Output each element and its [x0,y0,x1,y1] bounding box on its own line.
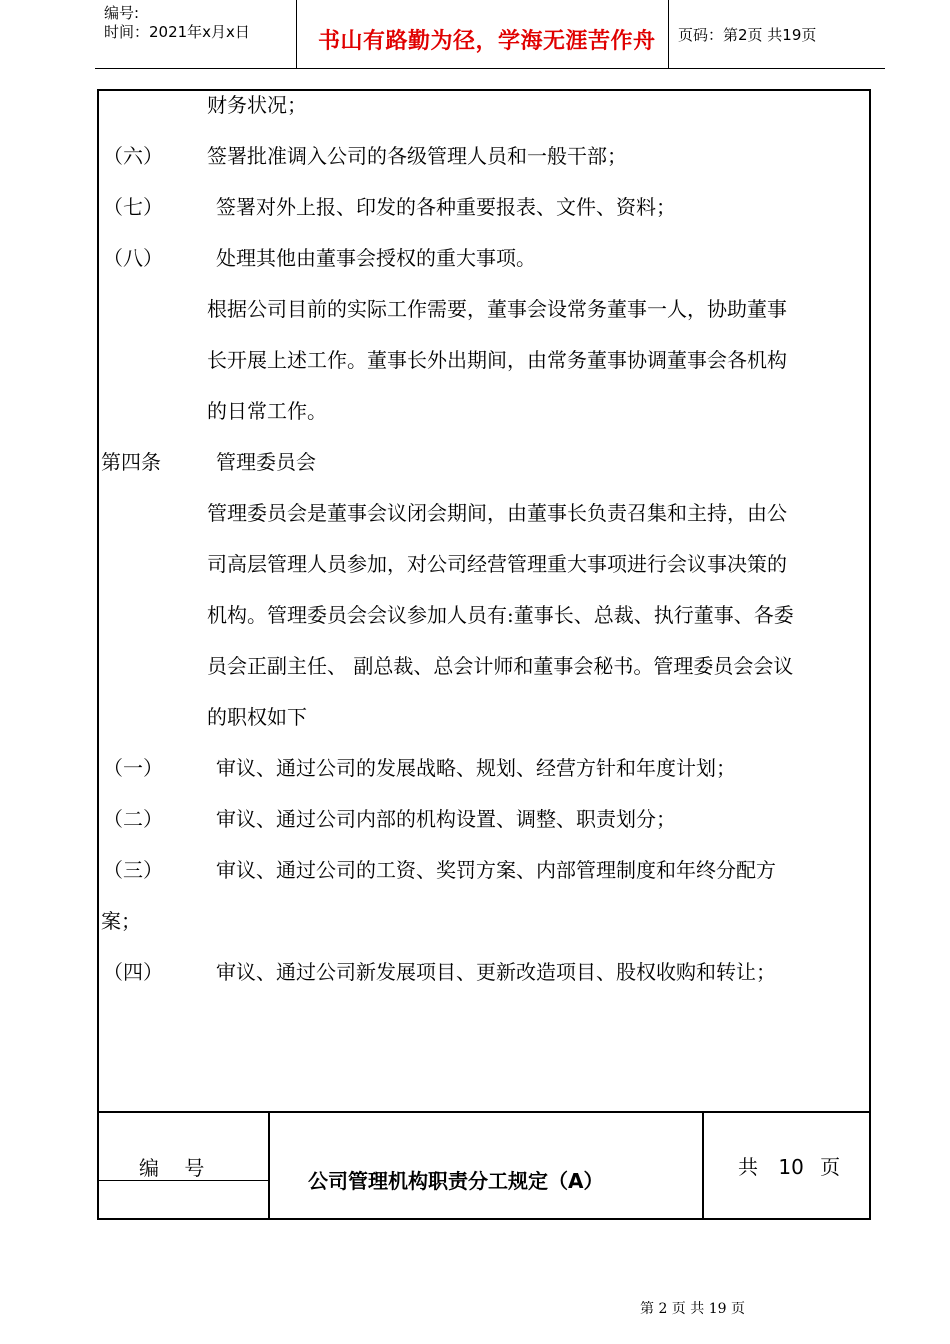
serial-label: 编号: [104,4,140,22]
body-text-line: 财务状况； [207,93,307,117]
body-text-line: 审议、通过公司内部的机构设置、调整、职责划分； [216,807,676,831]
page-footer: 第 2 页 共 19 页 [640,1301,745,1317]
wrapped-text-line: 案； [101,909,141,933]
body-text-line: 司高层管理人员参加，对公司经营管理重大事项进行会议事决策的 [207,552,787,576]
body-text-line: 的职权如下 [207,705,307,729]
body-text-line: 的日常工作。 [207,399,327,423]
number-underline [99,1180,268,1181]
clause-number: （二） [103,807,163,831]
body-text-line: 审议、通过公司新发展项目、更新改造项目、股权收购和转让； [216,960,776,984]
body-text-line: 管理委员会是董事会议闭会期间，由董事长负责召集和主持，由公 [207,501,787,525]
clause-number: （一） [103,756,163,780]
body-text-line: 长开展上述工作。董事长外出期间，由常务董事协调董事会各机构 [207,348,787,372]
time-label: 时间：2021年x月x日 [104,23,250,41]
footer-table-divider-right [702,1111,704,1220]
header-bottom-rule [95,68,885,69]
total-pages-value: 10 [778,1155,804,1179]
motto-title: 书山有路勤为径，学海无涯苦作舟 [318,29,656,54]
clause-number: （三） [103,858,163,882]
footer-table-divider-left [268,1111,270,1220]
page-info: 页码：第2页 共19页 [678,26,817,44]
total-label: 共 [738,1155,758,1179]
body-text-line: 根据公司目前的实际工作需要，董事会设常务董事一人，协助董事 [207,297,787,321]
body-text-line: 处理其他由董事会授权的重大事项。 [216,246,536,270]
document-title: 公司管理机构职责分工规定（A） [308,1169,604,1193]
clause-number: （六） [103,144,163,168]
number-label: 编 号 [139,1156,205,1180]
clause-number: （四） [103,960,163,984]
body-text-line: 审议、通过公司的工资、奖罚方案、内部管理制度和年终分配方 [216,858,776,882]
article-number: 第四条 [101,450,161,474]
body-text-line: 签署批准调入公司的各级管理人员和一般干部； [207,144,627,168]
article-heading: 管理委员会 [216,450,316,474]
body-text-line: 审议、通过公司的发展战略、规划、经营方针和年度计划； [216,756,736,780]
header-divider-2 [668,0,669,68]
total-pages-cell [738,1155,840,1179]
body-text-line: 签署对外上报、印发的各种重要报表、文件、资料； [216,195,676,219]
footer-table-top-rule [97,1111,871,1113]
body-text-line: 员会正副主任、 副总裁、总会计师和董事会秘书。管理委员会会议 [207,654,794,678]
page-unit-label: 页 [820,1155,841,1179]
body-text-line: 机构。管理委员会会议参加人员有:董事长、总裁、执行董事、各委 [207,603,794,627]
clause-number: （七） [103,195,163,219]
header-divider-1 [296,0,297,68]
clause-number: （八） [103,246,163,270]
